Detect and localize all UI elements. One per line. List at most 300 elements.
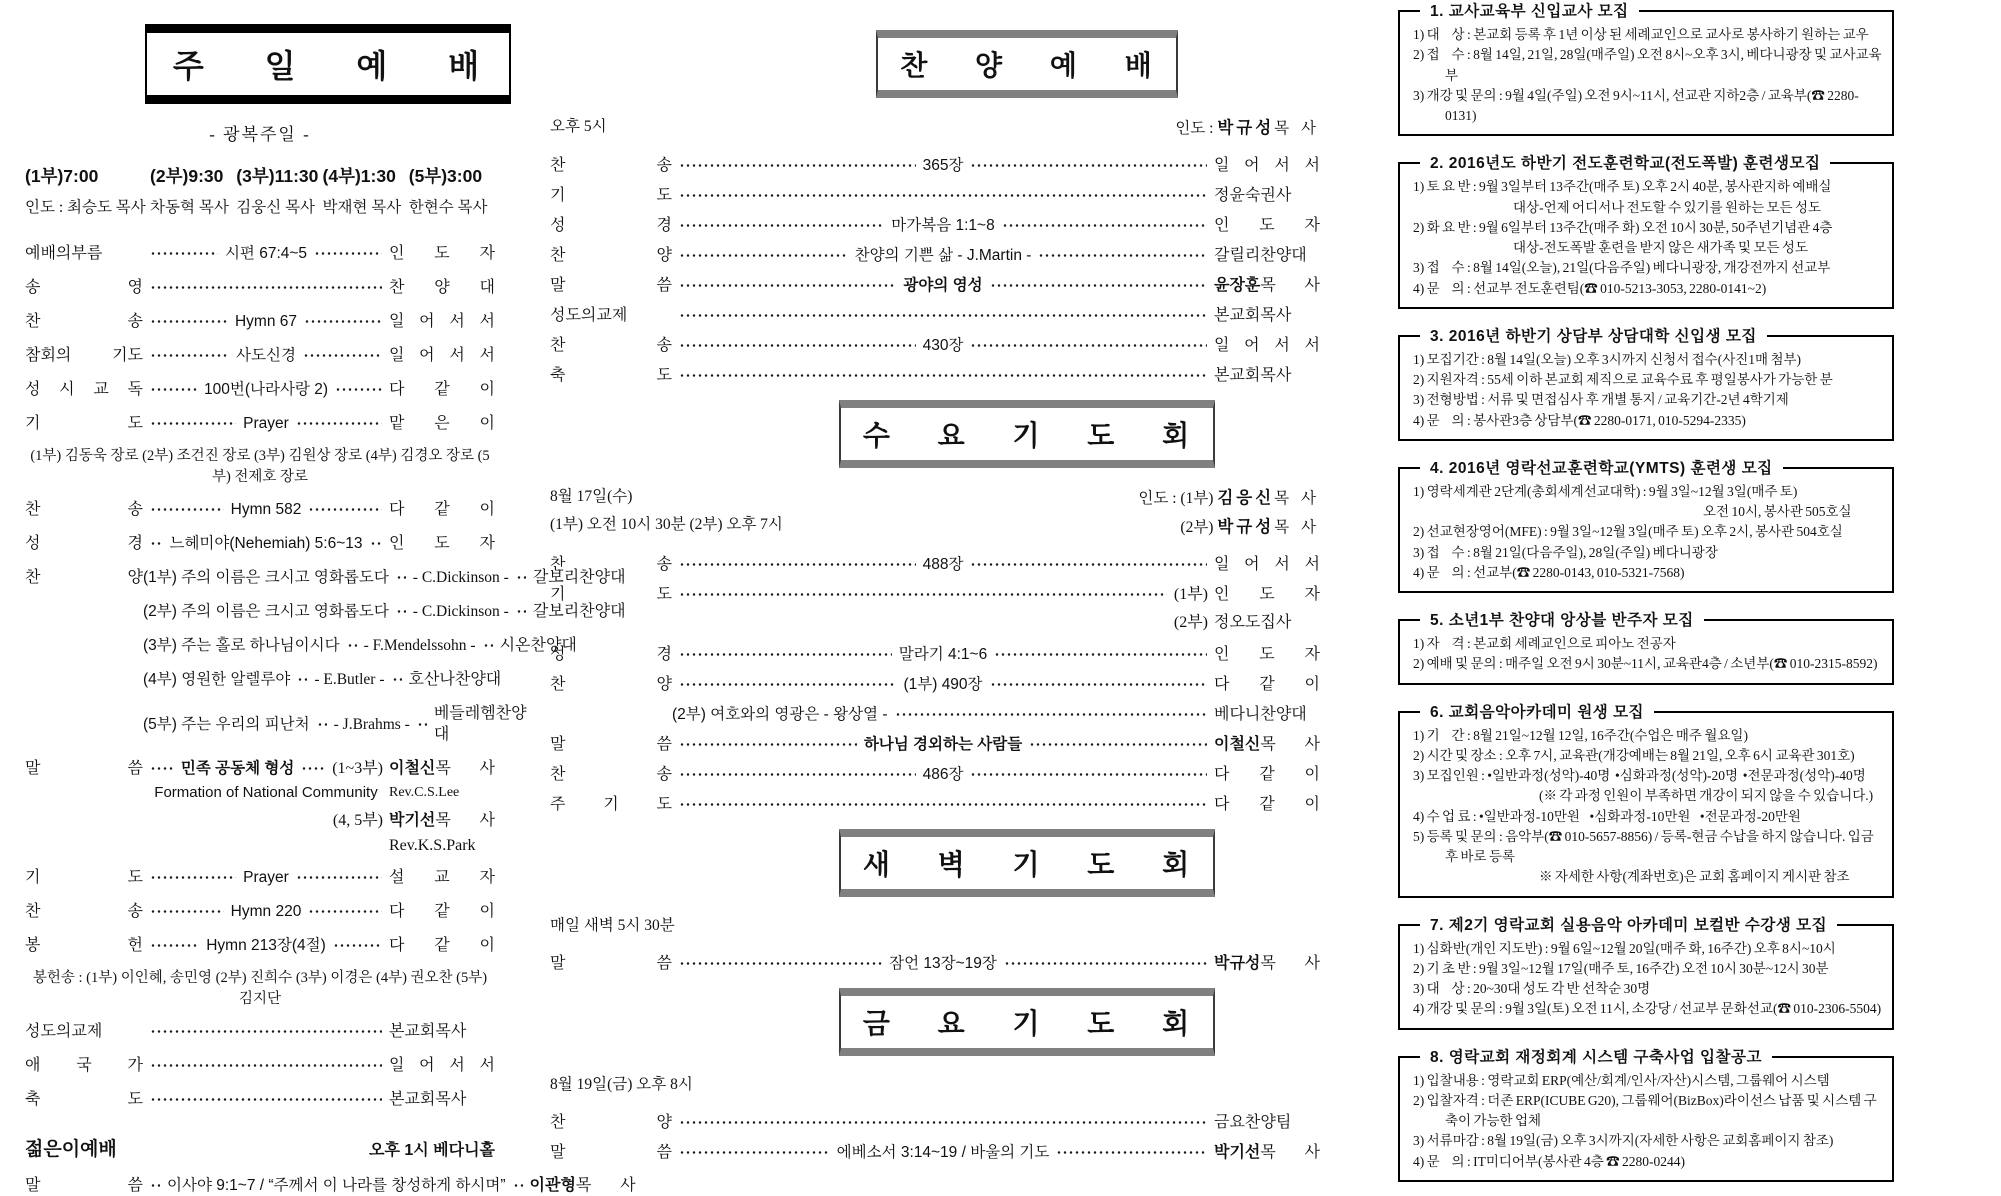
assignee-label: 본교회목사: [1214, 367, 1292, 384]
dot-leader: [1029, 743, 1207, 746]
notice-box: [1398, 327, 1894, 441]
service-leader: 박재현 목사: [322, 199, 402, 216]
dot-leader: [679, 1151, 830, 1154]
notice-line: 2) 선교현장영어(MFE) : 9월 3일~12월 3일(매주 토) 오후 2시, 봉사관 504호실: [1413, 524, 1843, 540]
assignee-label: 목 사: [575, 1177, 636, 1194]
notice-line: 3) 모집인원 : •일반과정(성악)-40명 •심화과정(성악)-20명 •전문과정(성악)-40명: [1413, 768, 1866, 783]
dot-leader: [1002, 224, 1207, 227]
row-assignee: [1214, 584, 1320, 605]
dot-leader: [150, 542, 162, 545]
dot-leader: [970, 773, 1207, 776]
row-label: 찬 송: [550, 157, 672, 174]
notice-line: 대상-언제 어디서나 전도할 수 있기를 원하는 모든 성도: [1513, 199, 1822, 215]
row-value: (2부) 주의 이름은 크시고 영화롭도다: [143, 603, 389, 620]
notice-line: 2) 입찰자격 : 더존 ERP(ICUBE G20), 그룹웨어(BizBox)라이선스 납품 및 시스템 구축이 가능한 업체: [1413, 1092, 1877, 1128]
notice-line: 3) 서류마감 : 8월 19일(금) 오후 3시까지(자세한 사항은 교회홈페이지 참조): [1413, 1133, 1834, 1149]
row-value: Hymn 67: [234, 313, 298, 330]
worship-row: [550, 953, 1320, 974]
service-times: [25, 163, 495, 217]
dot-leader: [1004, 962, 1207, 965]
part-indicator: (1부): [1173, 586, 1208, 603]
assignee-label: 다 같 이: [1214, 796, 1320, 813]
worship-row: [25, 499, 495, 520]
notice-line: 대상-전도폭발 훈련을 받지 않은 새가족 및 모든 성도: [1513, 240, 1808, 255]
row-label: 성도의교제: [25, 1023, 103, 1040]
row-assignee: [389, 1021, 495, 1042]
assignee-label: 베들레헴찬양대: [433, 705, 527, 743]
dawn-prayer-section: [550, 829, 1320, 974]
dot-leader: [150, 508, 224, 511]
leader-suffix: 목 사: [1274, 120, 1320, 137]
notice-line: 1) 대 상 : 본교회 등록 후 1년 이상 된 세례교인으로 교사로 봉사하기 원하는 교우: [1413, 27, 1869, 42]
notice-line: 오전 10시, 봉사관 505호실: [1703, 504, 1852, 519]
section-leaders: [1138, 484, 1320, 542]
row-assignee: [1214, 185, 1320, 206]
section-header: [550, 484, 1320, 542]
assignee-label: 인 도 자: [1214, 646, 1321, 663]
dot-leader: [308, 910, 382, 913]
row-label: 찬 송: [550, 766, 672, 783]
row-label: 말 씀: [550, 955, 672, 972]
dot-leader: [150, 320, 228, 323]
assignee-label: Rev.K.S.Park: [389, 837, 476, 854]
row-assignee: [389, 758, 495, 779]
assignee-name: 윤장훈: [1214, 277, 1261, 294]
assignee-name: 이철신: [389, 760, 436, 777]
notice-line: 4) 개강 및 문의 : 9월 3일(토) 오전 11시, 소강당 / 선교부 문화선교(☎ 010-2306-5504): [1413, 1001, 1882, 1017]
row-assignee: [1214, 609, 1320, 632]
dot-leader: [150, 944, 199, 947]
worship-subrow: [25, 784, 495, 801]
row-assignee: [389, 533, 495, 554]
leader-name: 박규성: [1217, 119, 1275, 137]
dot-leader: [990, 284, 1207, 287]
dawn-prayer-title: 새 벽 기 도 회: [839, 829, 1215, 897]
leader-line: [1175, 114, 1320, 138]
notice-title: 4. 2016년 영락선교훈련학교(YMTS) 훈련생 모집: [1420, 457, 1783, 480]
row-label: 성 경: [550, 217, 672, 234]
notice-line: 1) 자 격 : 본교회 세례교인으로 피아노 전공자: [1413, 636, 1676, 651]
notice-line: 2) 지원자격 : 55세 이하 본교회 제직으로 교육수료 후 평일봉사가 가능한 분: [1413, 372, 1833, 387]
row-label: 기 도: [25, 415, 143, 432]
notice-line: 4) 문 의 : 선교부(☎ 2280-0143, 010-5321-7568): [1413, 564, 1685, 580]
part-indicator: (4, 5부): [332, 812, 383, 829]
praise-worship-section: [550, 30, 1320, 386]
row-value: 에베소서 3:14~19 / 바울의 기도: [836, 1144, 1050, 1161]
row-label: 예배의부름: [25, 245, 103, 262]
row-value: Hymn 213장(4절): [206, 937, 326, 954]
service-time: (5부)3:00: [408, 166, 483, 186]
row-value: 488장: [922, 556, 964, 573]
assignee-label: 본교회목사: [389, 1023, 467, 1040]
row-assignee: [1214, 704, 1320, 725]
dot-leader: [150, 1064, 382, 1067]
notice-line: 4) 수 업 료 : •일반과정-10만원 •심화과정-10만원 •전문과정-20만원: [1413, 808, 1801, 824]
row-value: 광야의 영성: [903, 277, 983, 294]
section-header: [550, 913, 1320, 941]
dot-leader: [679, 803, 1207, 806]
dot-leader: [317, 723, 327, 726]
sunday-worship-title: 주 일 예 배: [145, 24, 511, 104]
row-value: 마가복음 1:1~8: [891, 217, 995, 234]
other-services-panel: [550, 16, 1321, 1161]
notice-box: [1398, 459, 1894, 593]
worship-row: [25, 601, 626, 622]
assignee-name: 이철신: [1214, 736, 1261, 753]
worship-row: [25, 311, 495, 332]
row-assignee: [389, 901, 495, 922]
dot-leader: [150, 910, 224, 913]
row-label: 기 도: [550, 187, 672, 204]
row-label: 송 영: [25, 279, 143, 296]
assignee-label: 인 도 자: [1214, 586, 1320, 603]
worship-row: [25, 867, 495, 888]
worship-row: [25, 567, 626, 588]
service-column: [25, 163, 150, 217]
row-label: 봉 헌: [25, 937, 143, 954]
row-label: 찬 송: [550, 556, 672, 573]
dot-leader: [895, 713, 1207, 716]
assignee-label: 인 도 자: [1214, 217, 1321, 234]
worship-row: [550, 185, 1320, 206]
row-value: (4부) 영원한 알렐루야: [143, 671, 291, 688]
worship-row: [25, 345, 495, 366]
dot-leader: [150, 876, 236, 879]
worship-row: [550, 704, 1320, 725]
row-assignee: [1214, 734, 1320, 755]
worship-row: [25, 243, 495, 264]
row-value: 잠언 13장~19장: [889, 955, 997, 972]
notice-line: 4) 문 의 : 봉사관3층 상담부(☎ 2280-0171, 010-5294-2335): [1413, 412, 1746, 428]
assignee-label: 다 같 이: [389, 381, 496, 398]
dot-leader: [970, 164, 1207, 167]
row-assignee: [1214, 794, 1320, 815]
dot-leader: [679, 284, 896, 287]
dot-leader: [396, 610, 406, 613]
worship-row: [550, 1142, 1320, 1163]
leader-line: [1138, 513, 1320, 537]
row-value: (5부) 주는 우리의 피난처: [143, 715, 310, 733]
assignee-label: 목 사: [1260, 955, 1321, 972]
section-schedule: [550, 1072, 693, 1100]
service-time: (1부)7:00: [25, 166, 99, 186]
row-label: 성 경: [550, 646, 672, 663]
row-assignee: [389, 1055, 495, 1076]
schedule-line: 8월 19일(금) 오후 8시: [550, 1076, 693, 1093]
leader-suffix: 목 사: [1274, 519, 1320, 536]
dot-leader: [297, 678, 307, 681]
sermon-subtitle: Formation of National Community: [154, 784, 378, 801]
worship-row: [25, 277, 495, 298]
notice-line: 3) 전형방법 : 서류 및 면접심사 후 개별 통지 / 교육기간-2년 4학기제: [1413, 392, 1789, 408]
part-indicator: (1~3부): [332, 760, 383, 777]
service-column: [150, 163, 236, 217]
row-assignee: [389, 413, 495, 434]
leader-name: 박규성: [1217, 518, 1275, 536]
row-value: 430장: [922, 337, 964, 354]
dot-leader: [679, 374, 1207, 377]
notice-line: 4) 문 의 : 선교부 전도훈련팀(☎ 010-5213-3053, 2280-0141~2): [1413, 280, 1767, 296]
dot-leader: [417, 723, 427, 726]
assignee-label: 본교회목사: [389, 1091, 467, 1108]
assignee-label: 갈릴리찬양대: [1214, 247, 1307, 264]
row-assignee: [530, 1175, 636, 1196]
dot-leader: [296, 422, 382, 425]
leader-suffix: 목 사: [1274, 490, 1320, 507]
assignee-label: 다 같 이: [1214, 676, 1320, 693]
notice-line: 5) 등록 및 문의 : 음악부(☎ 010-5657-8856) / 등록-현금 수납을 하지 않습니다. 입금 후 바로 등록: [1413, 828, 1877, 864]
worship-row: [25, 635, 577, 656]
row-label: 성 시 교 독: [25, 381, 143, 398]
worship-row: [550, 155, 1320, 176]
dot-leader: [970, 344, 1207, 347]
schedule-line: 8월 17일(수): [550, 488, 633, 505]
dot-leader: [679, 653, 892, 656]
leader-name: 김응신: [1217, 489, 1275, 507]
assignee-label: 목 사: [1260, 277, 1321, 294]
row-assignee: [389, 1089, 495, 1110]
assignee-label: 정오도집사: [1214, 614, 1292, 631]
dot-leader: [679, 314, 1207, 317]
worship-row: [25, 1021, 495, 1042]
row-value: 말라기 4:1~6: [898, 646, 988, 663]
row-composer: - C.Dickinson -: [412, 569, 509, 586]
assignee-label: 금요찬양팀: [1214, 1114, 1292, 1131]
row-label: 주 기 도: [550, 796, 672, 813]
assignee-label: 시온찬양대: [499, 637, 577, 654]
leader-line: [1138, 484, 1320, 508]
notice-box: [1398, 1048, 1894, 1182]
notice-box: [1398, 612, 1894, 685]
row-value: Hymn 220: [230, 903, 302, 920]
row-composer: - C.Dickinson -: [412, 603, 509, 620]
worship-subrow-right: [550, 609, 1320, 632]
assignee-label: 본교회목사: [1214, 307, 1292, 324]
worship-row: [25, 935, 495, 956]
dot-leader: [150, 1184, 160, 1187]
notice-line: ※ 자세한 사항(계좌번호)은 교회 홈페이지 게시판 참조: [1539, 869, 1850, 885]
worship-row: [550, 734, 1320, 755]
dot-leader: [347, 644, 357, 647]
notice-line: 1) 토 요 반 : 9월 3일부터 13주간(매주 토) 오후 2시 40분, 봉사관지하 예배실: [1413, 179, 1832, 195]
assignee-label: 정윤숙권사: [1214, 187, 1292, 204]
assignee-label: 베다니찬양대: [1214, 706, 1307, 723]
notice-line: 4) 문 의 : IT미디어부(봉사관 4층 ☎ 2280-0244): [1413, 1153, 1686, 1169]
worship-row: [550, 275, 1320, 296]
notice-title: 1. 교사교육부 신입교사 모집: [1420, 0, 1639, 23]
notice-line: 2) 기 초 반 : 9월 3일~12월 17일(매주 토, 16주간) 오전 10시 30분~12시 30분: [1413, 960, 1829, 976]
row-assignee: [389, 243, 495, 264]
schedule-line: 매일 새벽 5시 30분: [550, 917, 675, 934]
row-value: (2부) 여호와의 영광은 - 왕상열 -: [672, 706, 888, 723]
worship-row: [25, 379, 495, 400]
dot-leader: [150, 422, 236, 425]
dot-leader: [396, 576, 406, 579]
dot-leader: [333, 944, 382, 947]
dot-leader: [516, 610, 526, 613]
wednesday-prayer-title: 수 요 기 도 회: [839, 400, 1215, 468]
row-label: 말 씀: [550, 1144, 672, 1161]
notice-line: 1) 모집기간 : 8월 14일(오늘) 오후 3시까지 신청서 접수(사진1매 첨부): [1413, 351, 1802, 367]
worship-row: [550, 215, 1320, 236]
row-composer: - E.Butler -: [314, 671, 385, 688]
row-assignee: [1214, 644, 1320, 665]
section-schedule: [550, 913, 675, 941]
dot-leader: [304, 320, 382, 323]
announcements-panel: [1398, 3, 1894, 1169]
dot-leader: [150, 388, 197, 391]
row-label: 성도의교제: [550, 307, 628, 324]
row-label: 찬 송: [25, 903, 143, 920]
notice-line: 1) 심화반(개인 지도반) : 9월 6일~12월 20일(매주 화, 16주간) 오후 8시~10시: [1413, 940, 1836, 956]
dot-leader: [679, 1121, 1207, 1124]
assignee-eng: Rev.C.S.Lee: [389, 784, 460, 800]
notice-title: 7. 제2기 영락교회 실용음악 아카데미 보컬반 수강생 모집: [1420, 914, 1837, 937]
dot-leader: [990, 683, 1207, 686]
row-assignee: [1214, 335, 1320, 356]
service-leader: 인도 : 최승도 목사: [25, 199, 146, 216]
worship-row: [25, 901, 495, 922]
row-label: 기 도: [25, 869, 143, 886]
row-composer: - F.Mendelssohn -: [363, 637, 476, 654]
section-header: [550, 114, 1320, 143]
row-assignee: [409, 669, 515, 690]
row-label: 찬 송: [25, 313, 143, 330]
row-assignee: [1214, 245, 1320, 266]
dot-leader: [679, 194, 1207, 197]
row-value: 486장: [922, 766, 964, 783]
dot-leader: [483, 644, 493, 647]
row-assignee: [1214, 1112, 1320, 1133]
row-label: 말 씀: [550, 277, 672, 294]
row-assignee: [1214, 305, 1320, 326]
worship-row: [550, 365, 1320, 386]
row-value: 느헤미야(Nehemiah) 5:6~13: [169, 535, 363, 552]
dot-leader: [679, 344, 916, 347]
assignee-label: 목 사: [1260, 736, 1320, 753]
notice-line: 2) 화 요 반 : 9월 6일부터 13주간(매주 화) 오전 10시 30분, 50주년기념관 4층: [1413, 219, 1833, 235]
notice-line: 2) 접 수 : 8월 14일, 21일, 28일(매주일) 오전 8시~오후 3시, 베다니광장 및 교사교육부: [1413, 47, 1882, 83]
dot-leader: [679, 773, 916, 776]
row-label: 애 국 가: [25, 1057, 143, 1074]
row-value: 이사야 9:1~7 / “주께서 이 나라를 창성하게 하시며”: [167, 1177, 506, 1194]
row-label: 축 도: [550, 367, 672, 384]
worship-row: [550, 764, 1320, 785]
notice-box: [1398, 155, 1894, 309]
dot-leader: [301, 767, 325, 770]
sunday-theme: - 광복주일 -: [209, 125, 311, 144]
row-assignee: [389, 379, 495, 400]
dot-leader: [314, 252, 382, 255]
row-assignee: [389, 867, 495, 888]
row-value: 사도신경: [236, 347, 296, 364]
service-time: (3부)11:30: [236, 166, 319, 186]
dot-leader: [296, 876, 382, 879]
assignee-label: 맡 은 이: [389, 415, 495, 432]
dot-leader: [679, 563, 916, 566]
subservice-time: 오후 1시 베다니홀: [369, 1142, 495, 1159]
row-assignee: [1214, 554, 1320, 575]
row-value: (3부) 주는 홀로 하나님이시다: [143, 637, 340, 654]
subservice-header: [25, 1134, 495, 1161]
worship-row: [550, 245, 1320, 266]
row-value: (1부) 주의 이름은 크시고 영화롭도다: [143, 569, 389, 586]
worship-row: [550, 794, 1320, 815]
worship-row: [550, 335, 1320, 356]
row-label: 기 도: [550, 586, 672, 603]
assignee-label: 일 어 서 서: [389, 313, 495, 330]
worship-row: [25, 758, 495, 779]
row-composer: - J.Brahms -: [333, 715, 410, 733]
notice-line: 3) 접 수 : 8월 14일(오늘), 21일(다음주일) 베다니광장, 개강전까지 선교부: [1413, 260, 1831, 276]
service-column: [323, 163, 409, 217]
notice-title: 2. 2016년도 하반기 전도훈련학교(전도폭발) 훈련생모집: [1420, 152, 1830, 175]
dot-leader: [1038, 254, 1207, 257]
assignee-label: 일 어 서 서: [1214, 157, 1320, 174]
friday-prayer-title: 금 요 기 도 회: [839, 988, 1215, 1056]
assignee-label: 갈보리찬양대: [532, 603, 626, 620]
assignee-label: 설 교 자: [389, 869, 495, 886]
row-value: 시편 67:4~5: [224, 245, 308, 262]
row-assignee: [389, 277, 495, 298]
dot-leader: [150, 1030, 382, 1033]
row-assignee: [1214, 275, 1320, 296]
row-label: 축 도: [25, 1091, 143, 1108]
row-label: 말 씀: [25, 760, 143, 777]
assignee-name: 박기선: [389, 812, 436, 829]
dot-leader: [1056, 1151, 1207, 1154]
assignee-label: 인 도 자: [389, 245, 495, 262]
row-value: Prayer: [243, 415, 289, 432]
dot-leader: [303, 354, 382, 357]
row-label: 말 씀: [550, 736, 672, 753]
assignee-name: 박기선: [1214, 1144, 1261, 1161]
notice-line: 1) 입찰내용 : 영락교회 ERP(예산/회계/인사/자산)시스템, 그룹웨어 시스템: [1413, 1072, 1830, 1088]
row-assignee: [389, 837, 495, 855]
assignee-label: 다 같 이: [389, 903, 495, 920]
leader-prefix: (2부): [1180, 519, 1218, 536]
service-time: (4부)1:30: [322, 166, 396, 186]
dot-leader: [370, 542, 382, 545]
service-leader: 한현수 목사: [408, 199, 488, 216]
row-label: 성 경: [25, 535, 143, 552]
row-value: (1부) 490장: [903, 676, 983, 693]
schedule-line: (1부) 오전 10시 30분 (2부) 오후 7시: [550, 516, 783, 533]
assignee-label: 다 같 이: [389, 937, 496, 954]
row-value: Hymn 582: [230, 501, 302, 518]
schedule-line: 오후 5시: [550, 118, 607, 135]
subservice-title: 젊은이예배: [25, 1139, 117, 1160]
worship-row: [25, 1055, 495, 1076]
dot-leader: [392, 678, 402, 681]
assignee-label: 다 같 이: [1214, 766, 1320, 783]
row-label: 찬 양: [550, 1114, 672, 1131]
assignee-label: 다 같 이: [389, 501, 495, 518]
dot-leader: [679, 962, 882, 965]
praise-worship-order: [550, 155, 1320, 386]
wednesday-prayer-section: [550, 400, 1320, 815]
row-assignee: [1214, 953, 1320, 974]
worship-row: [550, 305, 1320, 326]
assignee-label: 일 어 서 서: [389, 347, 495, 364]
leader-prefix: 인도 : (1부): [1138, 490, 1218, 507]
assignee-label: 목 사: [1260, 1144, 1320, 1161]
assignee-label: 일 어 서 서: [1214, 556, 1320, 573]
row-assignee: [389, 807, 495, 830]
wednesday-prayer-order: [550, 554, 1320, 815]
row-assignee: [1214, 764, 1320, 785]
row-assignee: [1214, 215, 1320, 236]
